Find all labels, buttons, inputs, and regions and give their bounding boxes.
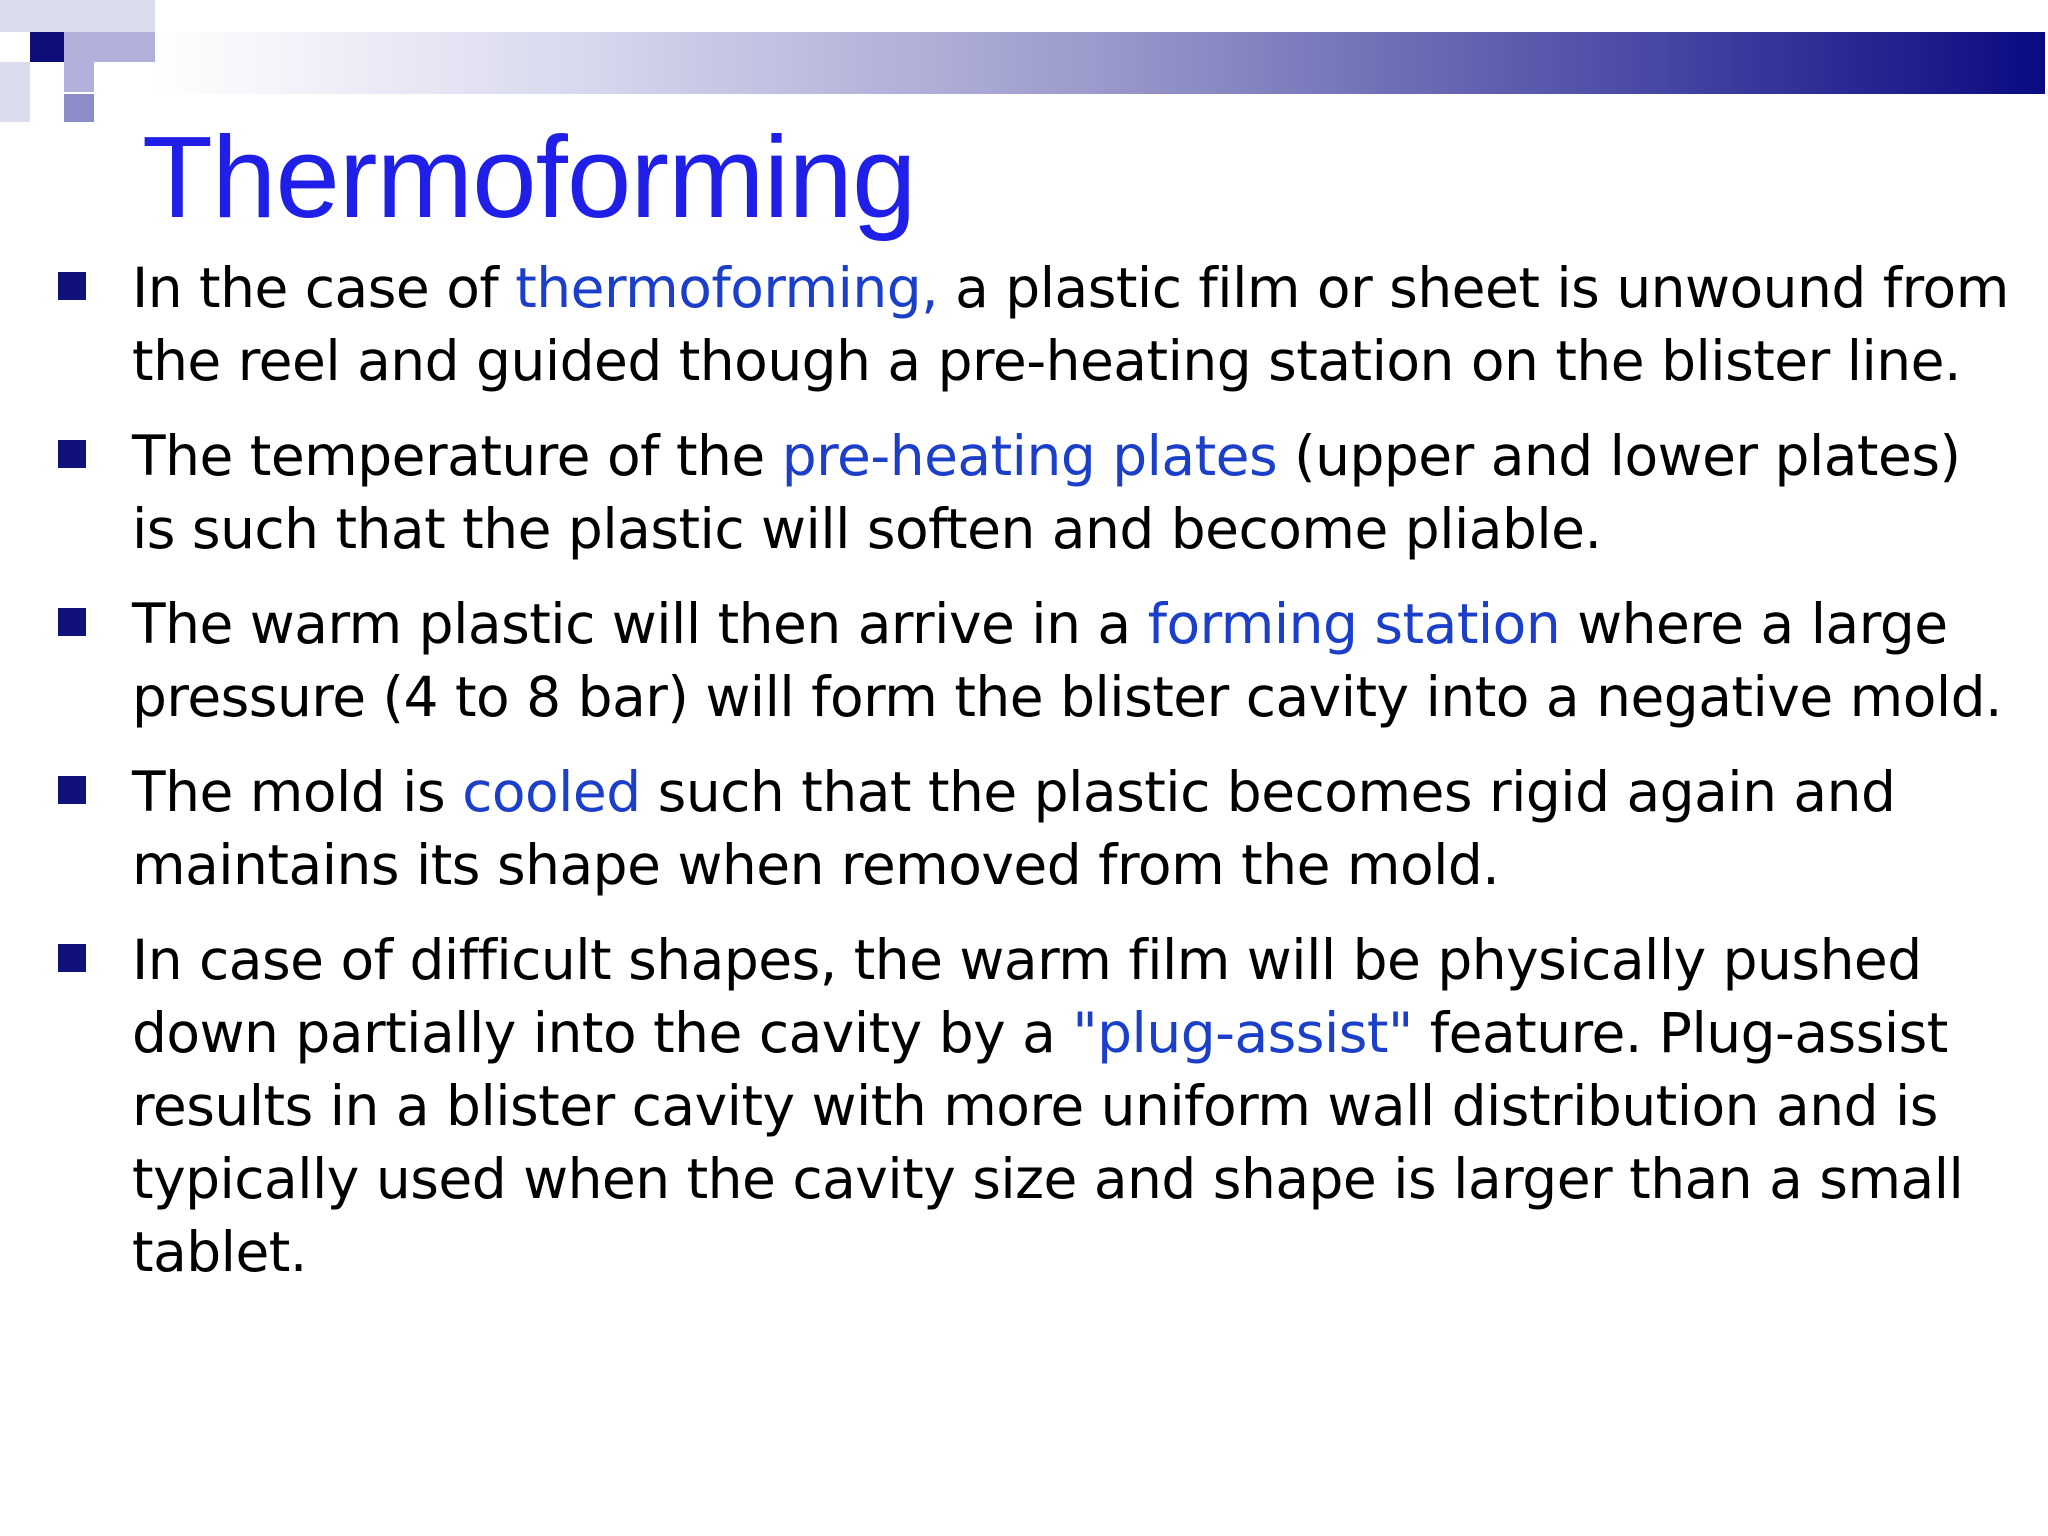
square-bullet-icon: [58, 272, 86, 300]
bullet-item: [58, 588, 2018, 734]
bullet-text: where a large pressure (4 to 8 bar) will form the blister cavity into a negative mold.: [132, 592, 2003, 729]
highlighted-term: pre-heating plates: [781, 424, 1278, 488]
bullet-text: a plastic film or sheet is unwound from the reel and guided though a pre-heating station on the blister line.: [132, 256, 2009, 393]
highlighted-term: cooled: [462, 760, 641, 824]
bullet-text: such that the plastic becomes rigid again and maintains its shape when removed from the mold.: [132, 760, 1896, 897]
deco-square: [0, 62, 30, 122]
highlighted-term: "plug-assist": [1072, 1001, 1413, 1065]
bullet-item: [58, 924, 2018, 1289]
bullet-item: [58, 252, 2018, 398]
bullet-text: The mold is: [132, 760, 463, 824]
deco-square: [100, 32, 155, 62]
square-bullet-icon: [58, 608, 86, 636]
header-gradient-bar: [155, 32, 2045, 94]
deco-square: [0, 0, 155, 32]
bullet-text: (upper and lower plates) is such that the plastic will soften and become pliable.: [132, 424, 1961, 561]
highlighted-term: forming station: [1147, 592, 1561, 656]
deco-square: [64, 32, 100, 62]
bullet-text: feature. Plug-assist results in a blister cavity with more uniform wall distribution and is typically used when the cavity size and shape is larger than a small tablet.: [132, 1001, 1964, 1284]
deco-square: [30, 32, 64, 62]
deco-square: [64, 62, 94, 92]
bullet-item: [58, 756, 2018, 902]
square-bullet-icon: [58, 440, 86, 468]
bullet-item: [58, 420, 2018, 566]
deco-square: [64, 94, 94, 122]
bullet-text: In the case of: [132, 256, 516, 320]
slide-title: Thermoforming: [142, 112, 916, 242]
bullet-text: The warm plastic will then arrive in a: [132, 592, 1148, 656]
highlighted-term: thermoforming,: [515, 256, 939, 320]
square-bullet-icon: [58, 944, 86, 972]
bullet-text: The temperature of the: [132, 424, 782, 488]
bullet-list: [58, 252, 2018, 1311]
square-bullet-icon: [58, 776, 86, 804]
bullet-text: In case of difficult shapes, the warm film will be physically pushed down partially into the cavity by a: [132, 928, 1922, 1065]
